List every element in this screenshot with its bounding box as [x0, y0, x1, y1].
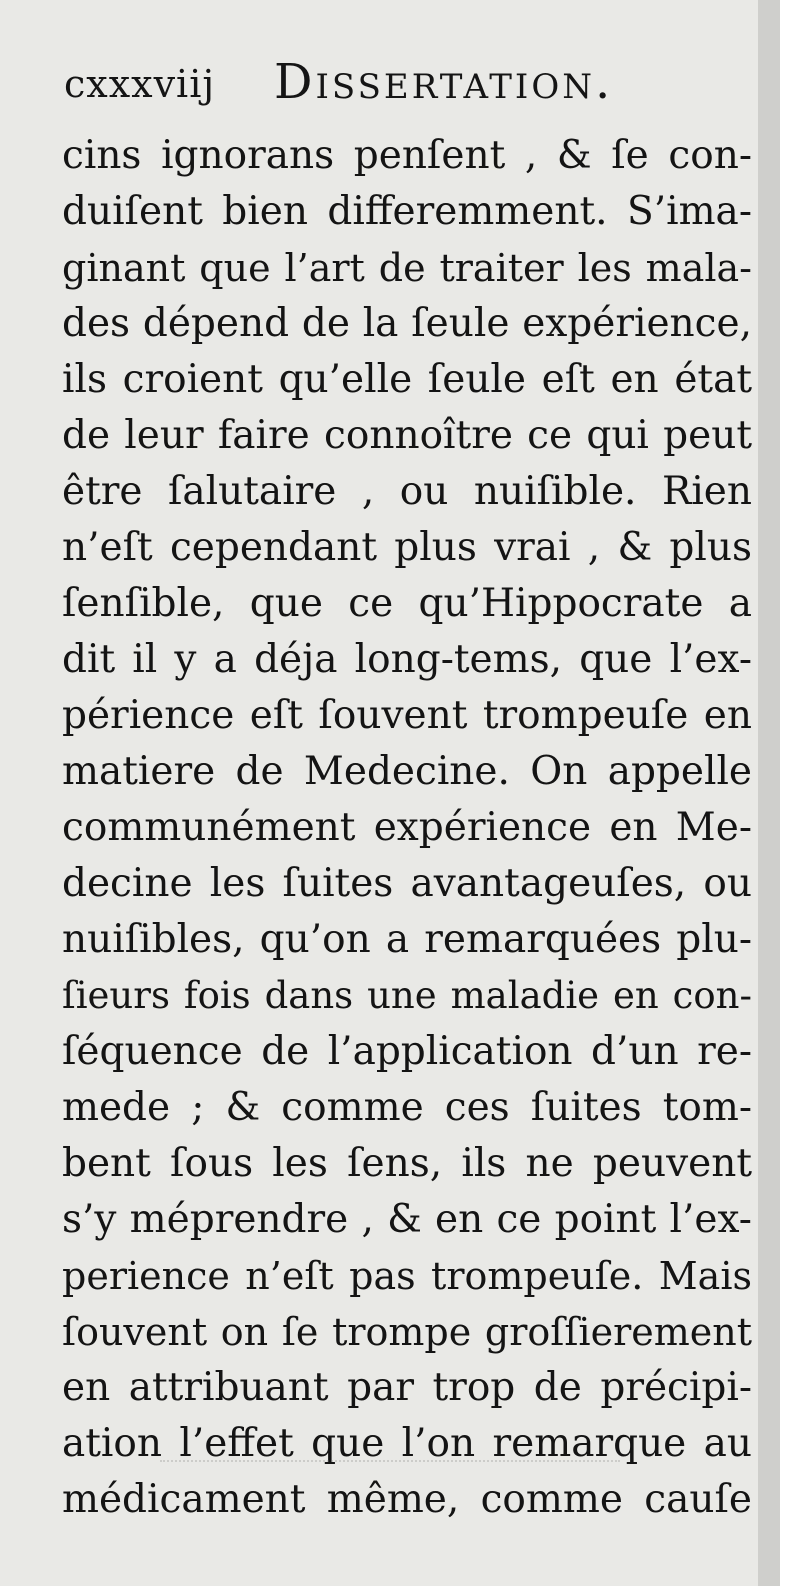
body-text — [62, 128, 752, 1528]
text-line: bent ſous les ſens, ils ne peuvent — [62, 1141, 752, 1186]
text-line: mede ; & comme ces ſuites tom- — [62, 1085, 752, 1130]
page-number: cxxxviij — [64, 62, 216, 106]
text-line: cins ignorans penſent , & ſe con- — [62, 133, 752, 178]
text-line: duiſent bien differemment. S’ima- — [62, 189, 752, 234]
text-line: ation l’effet que l’on remarque au — [62, 1421, 752, 1466]
text-line: dit il y a déja long-tems, que l’ex- — [62, 637, 752, 682]
text-line: n’eſt cependant plus vrai , & plus — [62, 525, 752, 570]
text-line: ſouvent on ſe trompe groſſierement — [62, 1310, 752, 1354]
text-line: ils croient qu’elle ſeule eſt en état — [62, 357, 752, 402]
text-line: communément expérience en Me- — [62, 805, 752, 850]
text-line: matiere de Medecine. On appelle — [62, 749, 752, 794]
text-line: ſéquence de l’application d’un re- — [62, 1029, 752, 1074]
text-line: perience n’eſt pas trompeuſe. Mais — [62, 1254, 752, 1298]
text-line: ginant que l’art de traiter les mala- — [62, 246, 752, 290]
text-line: s’y méprendre , & en ce point l’ex- — [62, 1197, 752, 1242]
running-header — [64, 52, 744, 112]
text-line: de leur faire connoître ce qui peut — [62, 413, 752, 458]
show-through-marks — [160, 1460, 620, 1502]
text-line: des dépend de la ſeule expérience, — [62, 301, 752, 346]
text-line: decine les ſuites avantageuſes, ou — [62, 861, 752, 906]
page-edge-shadow — [758, 0, 780, 1586]
text-line: en attribuant par trop de précipi- — [62, 1365, 752, 1410]
text-line: ſieurs fois dans une maladie en con- — [62, 974, 752, 1017]
text-line: ſenſible, que ce qu’Hippocrate a — [62, 581, 752, 626]
text-line: périence eſt ſouvent trompeuſe en — [62, 693, 752, 738]
running-title: Dissertation. — [274, 54, 614, 110]
text-line: être ſalutaire , ou nuiſible. Rien — [62, 469, 752, 514]
text-line: nuiſibles, qu’on a remarquées plu- — [62, 917, 752, 962]
text-line: médicament même, comme cauſe — [62, 1477, 752, 1522]
